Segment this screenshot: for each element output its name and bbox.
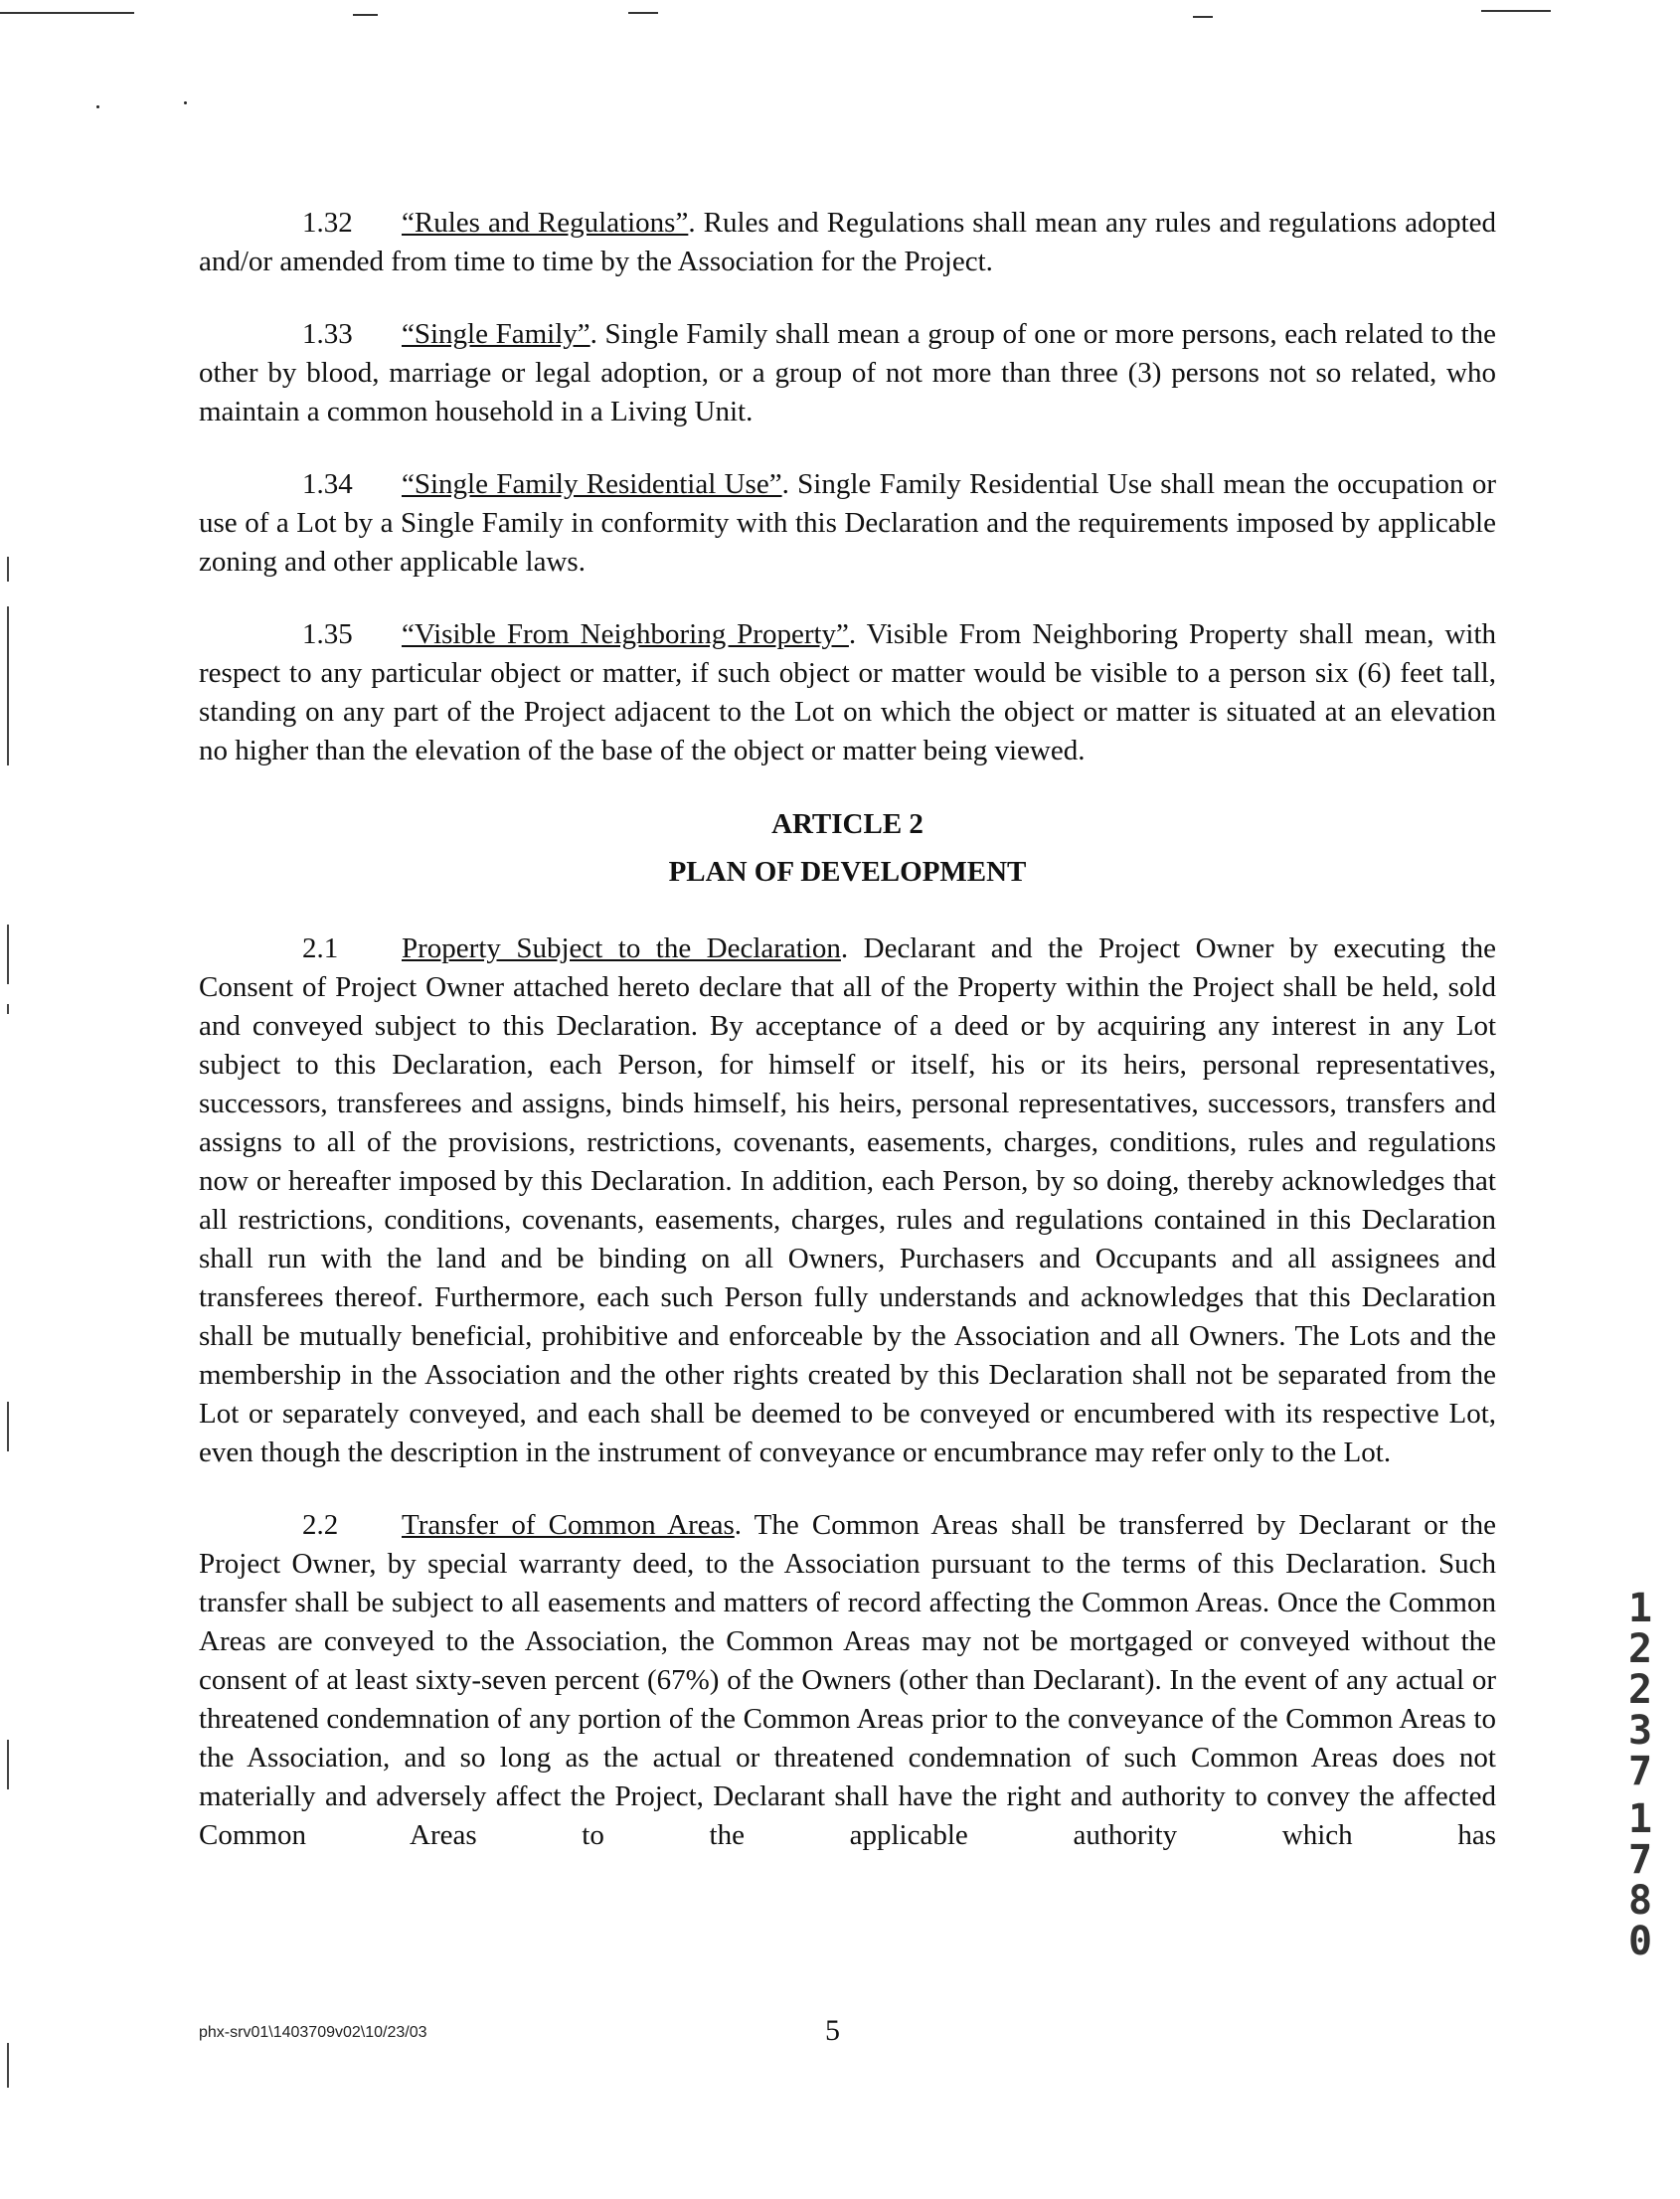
section-number: 2.1	[302, 932, 339, 964]
section-number: 1.34	[302, 468, 353, 500]
defined-term: “Single Family Residential Use”	[402, 468, 782, 500]
scan-artifact-left-line	[7, 925, 9, 984]
document-body	[199, 204, 1496, 1889]
scan-artifact-left-line	[7, 1004, 9, 1014]
section-2-2	[199, 1506, 1496, 1855]
section-1-34	[199, 465, 1496, 582]
scan-artifact-left-line	[7, 557, 9, 582]
defined-term: “Visible From Neighboring Property”	[402, 618, 849, 650]
section-1-32	[199, 204, 1496, 281]
scan-artifact-left-line	[7, 1740, 9, 1789]
defined-term: Transfer of Common Areas	[402, 1509, 735, 1541]
scan-artifact-top-rule	[1193, 16, 1213, 18]
section-text: . Rules and Regulations shall mean any rules and regulations adopted and/or amended from time to time by the Association for the Project.	[199, 207, 1496, 277]
page-number: 5	[825, 2014, 840, 2047]
scan-artifact-left-line	[7, 2043, 9, 2088]
section-1-33	[199, 315, 1496, 431]
section-text: . Single Family Residential Use shall mean the occupation or use of a Lot by a Single Family in conformity with this Declaration and the requirements imposed by applicable zoning and other applicable laws.	[199, 468, 1496, 578]
scan-artifact-top-rule	[1481, 10, 1551, 12]
scan-artifact-left-line	[7, 606, 9, 765]
document-id: phx-srv01\1403709v02\10/23/03	[199, 2024, 427, 2041]
scan-speck	[184, 101, 187, 104]
recording-stamp-top: 12237	[1627, 1586, 1653, 1794]
scan-speck	[96, 105, 99, 108]
section-number: 2.2	[302, 1509, 339, 1541]
scan-artifact-top-rule	[0, 12, 134, 14]
section-text: . Declarant and the Project Owner by executing the Consent of Project Owner attached hereto declare that all of the Property within the Project shall be held, sold and conveyed subject to this Declaration. By acceptance of a deed or by acquiring any interest in any Lot subject to this Declaration, each Person, for himself or itself, his or its heirs, personal representatives, successors, transferees and assigns, binds himself, his heirs, personal representatives, successors, transfers and assigns to all of the provisions, restrictions, covenants, easements, charges, conditions, rules and regulations now or hereafter imposed by this Declaration. In addition, each Person, by so doing, thereby acknowledges that all restrictions, conditions, covenants, easements, charges, rules and regulations contained in this Declaration shall run with the land and be binding on all Owners, Purchasers and Occupants and all assignees and transferees thereof. Furthermore, each such Person fully understands and acknowledges that this Declaration shall be mutually beneficial, prohibitive and enforceable by the Association and all Owners. The Lots and the membership in the Association and the other rights created by this Declaration shall not be separated from the Lot or separately conveyed, and each shall be deemed to be conveyed or encumbered with its respective Lot, even though the description in the instrument of conveyance or encumbrance may refer only to the Lot.	[199, 932, 1497, 1468]
scan-artifact-left-line	[7, 1402, 9, 1451]
defined-term: “Single Family”	[402, 318, 590, 350]
section-text: . The Common Areas shall be transferred by Declarant or the Project Owner, by special warranty deed, to the Association pursuant to the terms of this Declaration. Such transfer shall be subject to all easements and matters of record affecting the Common Areas. Once the Common Areas are conveyed to the Association, the Common Areas may not be mortgaged or conveyed without the consent of at least sixty-seven percent (67%) of the Owners (other than Declarant). In the event of any actual or threatened condemnation of any portion of the Common Areas prior to the conveyance of the Common Areas to the Association, and so long as the actual or threatened condemnation of such Common Areas does not materially and adversely affect the Project, Declarant shall have the right and authority to convey the affected Common Areas to the applicable authority which has	[199, 1509, 1496, 1851]
section-text: . Single Family shall mean a group of one or more persons, each related to the other by blood, marriage or legal adoption, or a group of not more than three (3) persons not so related, who maintain a common household in a Living Unit.	[199, 318, 1496, 427]
section-1-35	[199, 615, 1496, 770]
section-number: 1.35	[302, 618, 353, 650]
scan-artifact-top-rule	[353, 14, 378, 16]
recording-stamp-bottom: 1780	[1627, 1796, 1653, 1964]
section-2-1	[199, 930, 1496, 1472]
section-text: . Visible From Neighboring Property shall mean, with respect to any particular object or matter, if such object or matter would be visible to a person six (6) feet tall, standing on any part of the Project adjacent to the Lot on which the object or matter is situated at an elevation no higher than the elevation of the base of the object or matter being viewed.	[199, 618, 1496, 766]
article-heading	[199, 804, 1496, 892]
defined-term: “Rules and Regulations”	[402, 207, 689, 239]
scan-artifact-top-rule	[628, 12, 658, 14]
section-number: 1.32	[302, 207, 353, 239]
defined-term: Property Subject to the Declaration	[402, 932, 841, 964]
article-title: ARTICLE 2	[771, 808, 924, 840]
article-subtitle: PLAN OF DEVELOPMENT	[668, 856, 1027, 888]
section-number: 1.33	[302, 318, 353, 350]
